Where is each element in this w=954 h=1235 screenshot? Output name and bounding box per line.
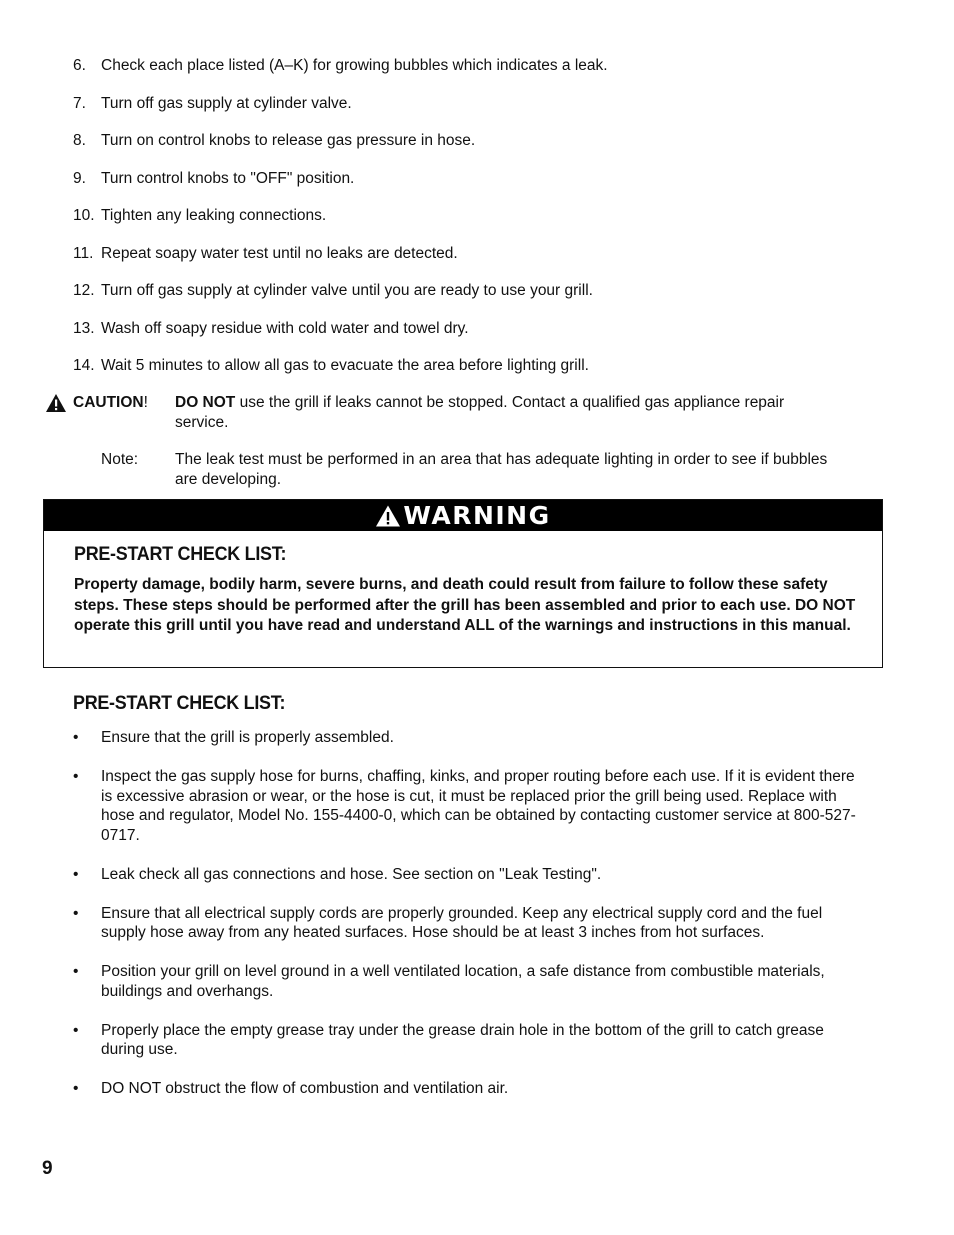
warning-heading: PRE-START CHECK LIST: bbox=[74, 543, 287, 565]
bullet: • bbox=[73, 1080, 79, 1097]
leak-test-steps bbox=[73, 56, 873, 394]
step-item: 10. Tighten any leaking connections. bbox=[73, 207, 327, 224]
list-item: • Properly place the empty grease tray under the grease drain hole in the bottom of the grill to catch grease during use. bbox=[73, 1021, 824, 1058]
bullet: • bbox=[73, 729, 79, 746]
warning-body: Property damage, bodily harm, severe burns, and death could result from failure to follow these safety steps. These steps should be performed after the grill has been assembled and prior to each use. DO NOT operate this grill until you have read and understand ALL of the warnings and instructions in this manual. bbox=[74, 576, 856, 634]
caution-triangle-icon bbox=[45, 393, 67, 413]
caution-text: DO NOT use the grill if leaks cannot be stopped. Contact a qualified gas appliance repair service. bbox=[175, 394, 785, 431]
note: Note: The leak test must be performed in an area that has adequate lighting in order to see if bubbles are developing. bbox=[101, 451, 828, 488]
checklist bbox=[73, 728, 863, 1118]
list-item: • Leak check all gas connections and hose. See section on "Leak Testing". bbox=[73, 865, 602, 883]
caution-label: CAUTION ! bbox=[45, 393, 175, 432]
step-item: 8. Turn on control knobs to release gas pressure in hose. bbox=[73, 132, 476, 149]
step-item: 9. Turn control knobs to "OFF" position. bbox=[73, 169, 355, 187]
bullet: • bbox=[73, 963, 79, 980]
warning-box bbox=[43, 499, 883, 668]
warning-triangle-icon bbox=[375, 504, 401, 528]
warning-banner: WARNING bbox=[44, 500, 882, 531]
list-item: • Inspect the gas supply hose for burns, chaffing, kinks, and proper routing before each use. If it is evident there is excessive abrasion or wear, or the hose is cut, it must be replaced prior the grill being used. Replace with hose and regulator, Model No. 155-4400-0, which can be obtained by contacting customer service at 800-527-0717. bbox=[73, 768, 856, 844]
page-number: 9 bbox=[42, 1158, 53, 1179]
list-item: • Position your grill on level ground in a well ventilated location, a safe distance from combustible materials, buildings and overhangs. bbox=[73, 963, 825, 1000]
checklist-heading: PRE-START CHECK LIST: bbox=[73, 692, 286, 714]
step-item: 6. Check each place listed (A–K) for growing bubbles which indicates a leak. bbox=[73, 57, 608, 74]
list-item: • Ensure that the grill is properly assembled. bbox=[73, 729, 394, 746]
bullet: • bbox=[73, 904, 79, 922]
list-item: • DO NOT obstruct the flow of combustion and ventilation air. bbox=[73, 1080, 509, 1097]
bullet: • bbox=[73, 768, 79, 785]
step-item: 11. Repeat soapy water test until no leaks are detected. bbox=[73, 244, 458, 262]
caution-notice bbox=[45, 393, 875, 432]
bullet: • bbox=[73, 1021, 79, 1039]
step-item: 7. Turn off gas supply at cylinder valve. bbox=[73, 94, 352, 112]
step-item: 13. Wash off soapy residue with cold water and towel dry. bbox=[73, 319, 469, 337]
step-item: 14. Wait 5 minutes to allow all gas to evacuate the area before lighting grill. bbox=[73, 357, 589, 374]
step-item: 12. Turn off gas supply at cylinder valve until you are ready to use your grill. bbox=[73, 282, 593, 299]
bullet: • bbox=[73, 865, 79, 883]
list-item: • Ensure that all electrical supply cords are properly grounded. Keep any electrical supply cord and the fuel supply hose away from any heated surfaces. Hose should be at least 3 inches from hot surfaces. bbox=[73, 904, 823, 941]
